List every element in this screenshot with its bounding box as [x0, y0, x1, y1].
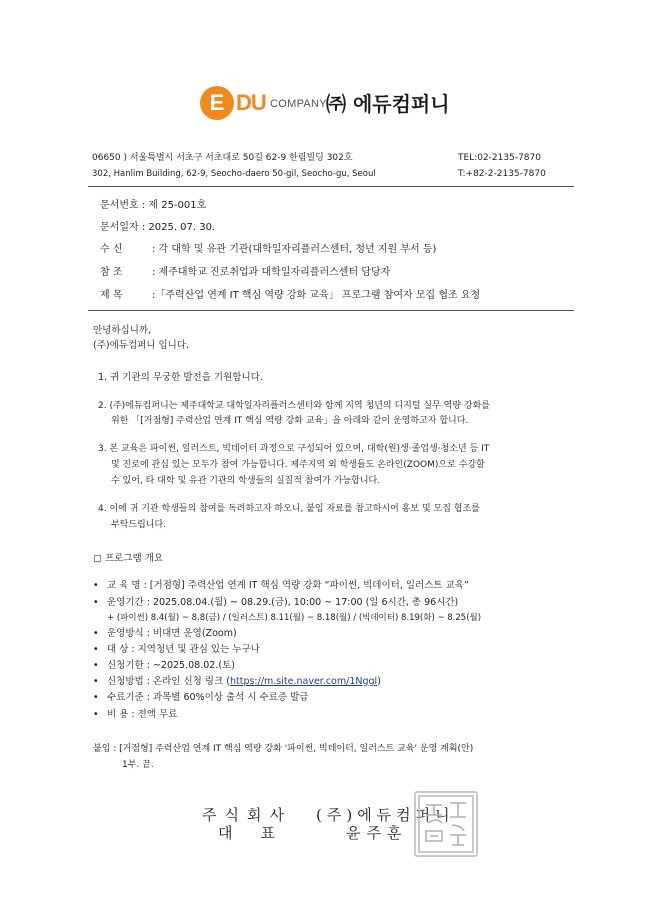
apply-close: ): [377, 676, 381, 687]
seal-graphic: [416, 793, 476, 855]
method-text: 운영방식 : 비대면 운영(Zoom): [107, 628, 237, 639]
logo-company-text: COMPANY: [270, 98, 327, 110]
target-text: 대 상 : 지역청년 및 관심 있는 누구나: [107, 644, 260, 655]
bullet-icon: •: [93, 597, 99, 608]
signature-company-label: 주식회사: [202, 806, 292, 824]
course-name: 교 육 명 : [거점형] 주력산업 연계 IT 핵심 역량 강화 “파이썬, 빅데이터, 일러스트 교육”: [107, 580, 469, 591]
bullet-icon: •: [93, 709, 99, 720]
overview-item-period: [93, 597, 458, 609]
divider-bottom: [88, 310, 574, 311]
reference-row: [100, 266, 390, 279]
company-logo: [200, 86, 470, 122]
period-detail: + (파이썬) 8.4(월) ~ 8.8(금) / (일러스트) 8.11(월) ~ 8.18(월) / (빅데이터) 8.19(화) ~ 8.25(월): [107, 613, 482, 623]
deadline-text: 신청기한 : ~2025.08.02.(토): [107, 660, 235, 671]
signature-rep-name: 윤주훈: [346, 824, 408, 842]
apply-link[interactable]: https://m.site.naver.com/1Nggl: [229, 676, 378, 687]
subject-label: 제 목: [100, 290, 123, 301]
recipient-row: [100, 243, 436, 256]
cost-text: 비 용 : 전액 무료: [107, 709, 178, 720]
overview-item-cost: [93, 709, 177, 721]
logo-du-text: DU: [236, 90, 266, 115]
overview-item-course: [93, 580, 469, 592]
paragraph-4-line-1: 4. 이에 귀 기관 학생들의 참여를 독려하고자 하오니, 붙임 자료를 참고하시어 홍보 및 모집 협조를: [98, 504, 480, 514]
paragraph-3-line-2: 및 진로에 관심 있는 모두가 참여 가능합니다. 제주지역 외 학생들도 온라인(ZOOM)으로 수강할: [111, 460, 485, 470]
paragraph-3-line-3: 수 있어, 타 대학 및 유관 기관의 학생들의 실질적 참여가 가능합니다.: [111, 476, 381, 486]
logo-korean-name: ㈜ 에듀컴퍼니: [326, 92, 450, 116]
reference-value: : 제주대학교 진로취업과 대학일자리플러스센터 담당자: [152, 267, 391, 278]
address-line-2: 302, Hanlim Building, 62-9, Seocho-daero 50-gil, Seocho-gu, Seoul: [92, 169, 376, 179]
signature-rep-label: 대표: [218, 824, 303, 842]
doc-date: 문서일자 : 2025. 07. 30.: [100, 222, 216, 233]
attachment-line-2: 1부. 끝.: [122, 760, 154, 770]
signature-company-name: (주)에듀컴퍼니: [316, 806, 455, 824]
address-line-1: 06650 ) 서울특별시 서초구 서초대로 50길 62-9 한림빌딩 302호: [92, 153, 353, 163]
bullet-icon: •: [93, 660, 99, 671]
recipient-label: 수 신: [100, 244, 123, 255]
overview-item-method: [93, 628, 237, 640]
bullet-icon: •: [93, 676, 99, 687]
greeting-line-1: 안녕하십니까,: [93, 325, 152, 336]
completion-text: 수료기준 : 과목별 60%이상 출석 시 수료증 발급: [107, 692, 309, 703]
overview-heading: ▢ 프로그램 개요: [93, 553, 164, 564]
bullet-icon: •: [93, 628, 99, 639]
address-intl-tel: T:+82-2-2135-7870: [458, 169, 546, 179]
subject-value: :「주력산업 연계 IT 핵심 역량 강화 교육」 프로그램 참여자 모집 협조 요청: [152, 290, 481, 301]
company-seal-stamp: [414, 791, 478, 857]
apply-text: 신청방법 : 온라인 신청 링크 (: [107, 676, 230, 687]
period-text: 운영기간 : 2025.08.04.(월) ~ 08.29.(금), 10:00 ~ 17:00 (일 6시간, 총 96시간): [107, 597, 459, 608]
bullet-icon: •: [93, 580, 99, 591]
greeting-line-2: (주)에듀컴퍼니 입니다.: [93, 340, 190, 351]
paragraph-3-line-1: 3. 본 교육은 파이썬, 일러스트, 빅데이터 과정으로 구성되어 있으며, 대학(원)생·졸업생·청소년 등 IT: [98, 444, 490, 454]
divider-top: [88, 186, 574, 187]
logo-e-mark: E: [200, 86, 234, 120]
attachment-line-1: 붙임 : [거점형] 주력산업 연계 IT 핵심 역량 강화 '파이썬, 빅데이터, 일러스트 교육' 운영 계획(안): [93, 744, 474, 754]
overview-item-completion: [93, 692, 308, 704]
paragraph-2-line-1: 2. (주)에듀컴퍼니는 제주대학교 대학일자리플러스센터와 함께 지역 청년의 디지털 실무 역량 강화를: [98, 401, 490, 411]
reference-label: 참 조: [100, 267, 123, 278]
overview-item-apply: [93, 676, 381, 688]
paragraph-2-line-2: 위한 「[거점형] 주력산업 연계 IT 핵심 역량 강화 교육」을 아래와 같이 운영하고자 합니다.: [111, 416, 469, 426]
paragraph-1: 1. 귀 기관의 무궁한 발전을 기원합니다.: [98, 372, 263, 383]
overview-item-deadline: [93, 660, 235, 672]
bullet-icon: •: [93, 692, 99, 703]
recipient-value: : 각 대학 및 유관 기관(대학일자리플러스센터, 청년 지원 부서 등): [152, 244, 437, 255]
doc-number: 문서번호 : 제 25-001호: [100, 200, 207, 211]
bullet-icon: •: [93, 644, 99, 655]
paragraph-4-line-2: 부탁드립니다.: [111, 520, 167, 530]
address-tel: TEL:02-2135-7870: [458, 153, 541, 163]
subject-row: [100, 289, 480, 302]
overview-item-target: [93, 644, 260, 656]
